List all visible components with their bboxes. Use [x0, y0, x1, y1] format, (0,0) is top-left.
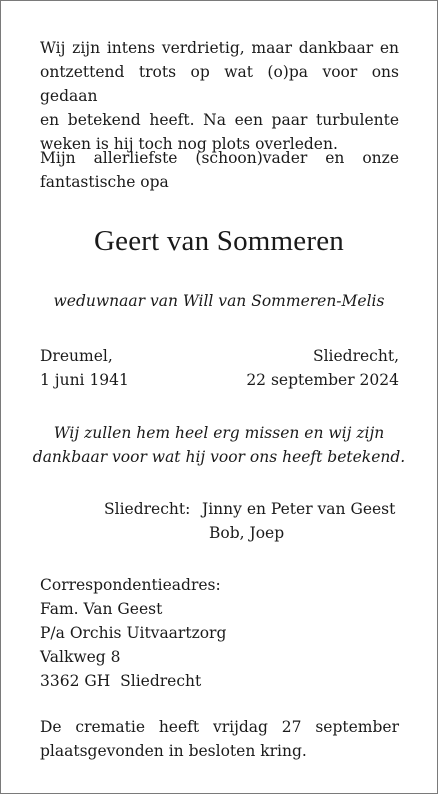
address-line: Fam. Van Geest: [40, 600, 163, 618]
widower-line: weduwnaar van Will van Sommeren-Melis: [53, 292, 385, 310]
family-names: Jinny en Peter van Geest: [202, 500, 396, 518]
intro-line: ontzettend trots op wat (o)pa voor ons gedaan: [40, 63, 399, 105]
address-line: P/a Orchis Uitvaartzorg: [40, 624, 227, 642]
address-line: 3362 GH Sliedrecht: [40, 672, 202, 690]
cremation-line: De crematie heeft vrijdag 27 september: [40, 718, 399, 736]
subtitle-line: Mijn allerliefste (schoon)vader en onze: [40, 149, 399, 167]
life-dates: [40, 344, 399, 392]
correspondence-address: [40, 573, 399, 693]
correspondence-heading: Correspondentieadres:: [40, 576, 221, 594]
grandchildren-names: Bob, Joep: [209, 524, 285, 542]
birth-place: Dreumel,: [40, 347, 113, 365]
quote-line: Wij zullen hem heel erg missen en wij zijn: [53, 424, 385, 442]
quote-line: dankbaar voor wat hij voor ons heeft betekend.: [32, 448, 406, 466]
intro-line: Wij zijn intens verdrietig, maar dankbaar en: [40, 39, 399, 57]
subtitle-line: fantastische opa: [40, 173, 169, 191]
subtitle-paragraph: [40, 146, 399, 194]
death-place: Sliedrecht,: [312, 347, 399, 365]
cremation-line: plaatsgevonden in besloten kring.: [40, 742, 307, 760]
address-line: Valkweg 8: [40, 648, 121, 666]
intro-line: en betekend heeft. Na een paar turbulente: [40, 111, 399, 129]
family-city: Sliedrecht:: [104, 500, 191, 518]
death-date: 22 september 2024: [246, 371, 399, 389]
intro-paragraph: [40, 36, 399, 156]
deceased-name: Geert van Sommeren: [93, 225, 344, 257]
birth-date: 1 juni 1941: [40, 371, 129, 389]
cremation-notice: [40, 715, 399, 763]
memorial-quote: [21, 421, 417, 469]
family-signature: [104, 497, 395, 545]
intro-line: weken is hij toch nog plots overleden.: [40, 135, 338, 153]
